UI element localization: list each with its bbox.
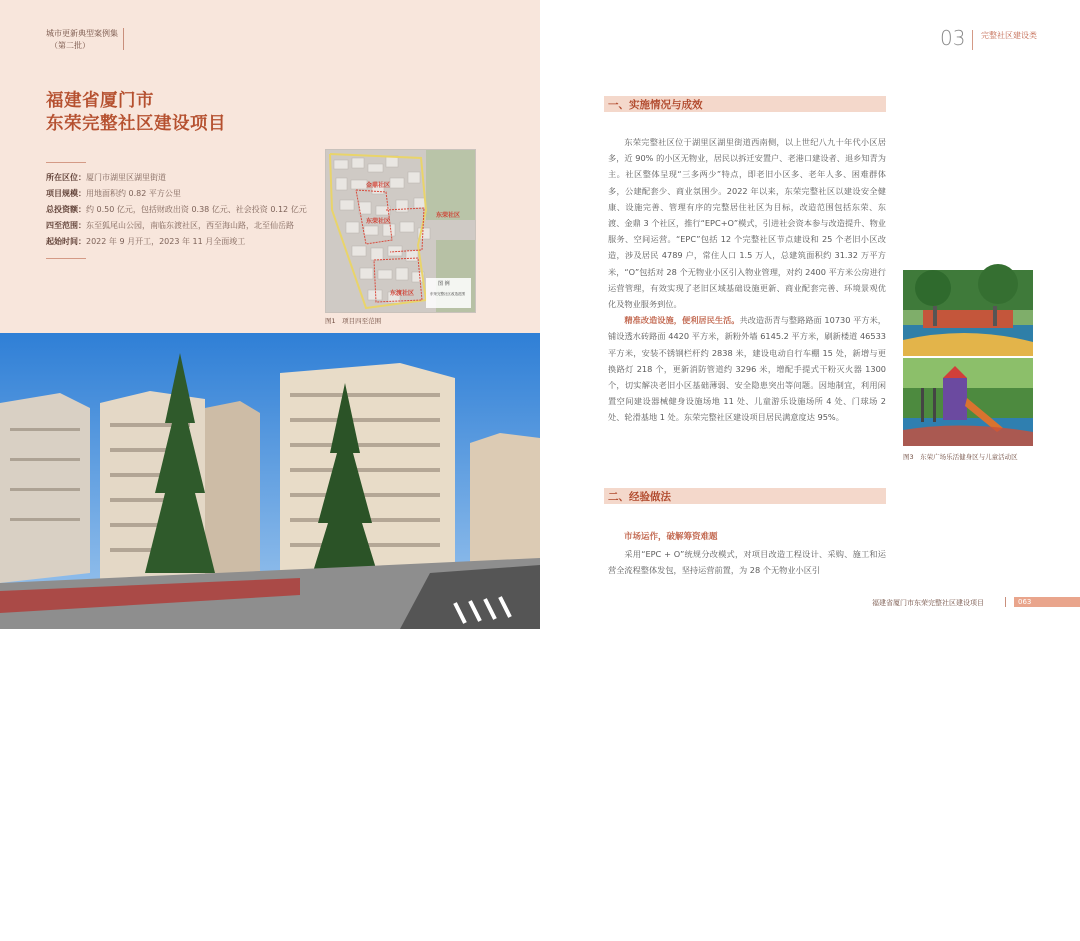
paragraph-market: 采用“EPC + O”统规分改模式，对项目改造工程设计、采购、施工和运营全流程整体发包，坚持运营前置，为 28 个无物业小区引 — [608, 549, 886, 576]
map-legend-title: 图 例 — [438, 281, 450, 287]
body-text-block — [608, 134, 886, 426]
project-title-line-1: 福建省厦门市 — [46, 91, 154, 111]
series-divider — [123, 28, 124, 50]
series-title — [46, 28, 118, 52]
fact-label: 起始时间： — [46, 237, 86, 246]
figure-1-caption: 图1 项目四至范围 — [325, 317, 382, 325]
fact-row — [46, 170, 308, 186]
figure-3-caption: 图3 东荣广场乐活健身区与儿童活动区 — [903, 453, 1018, 461]
fact-label: 总投资额： — [46, 205, 86, 214]
fitness-area-photo — [903, 270, 1033, 356]
paragraph-highlight: 精准改造设施，便利居民生活。 — [624, 315, 740, 326]
map-label-dongdu: 东渡社区 — [390, 290, 415, 297]
fact-row — [46, 186, 308, 202]
fitness-area-graphic — [903, 270, 1033, 356]
map-label-dongrong: 东荣社区 — [366, 218, 391, 225]
footer-divider — [1005, 597, 1006, 607]
subheading-market: 市场运作，破解筹资难题 — [624, 532, 718, 542]
section-heading-text: 二、经验做法 — [608, 491, 671, 503]
chapter-number: 03 — [940, 26, 966, 50]
children-area-graphic — [903, 358, 1033, 446]
page-number: 063 — [1014, 597, 1080, 607]
project-title-line-2: 东荣完整社区建设项目 — [46, 114, 226, 134]
left-page — [0, 0, 540, 940]
fact-value: 2022 年 9 月开工，2023 年 11 月全面竣工 — [86, 237, 246, 246]
fact-row — [46, 218, 308, 234]
fact-value: 约 0.50 亿元，包括财政出资 0.38 亿元、社会投资 0.12 亿元 — [86, 205, 307, 214]
section-heading-text: 一、实施情况与成效 — [608, 99, 703, 111]
section-heading-experience — [604, 488, 886, 504]
project-boundary-map — [325, 149, 476, 313]
map-label-jinding: 金鼎社区 — [366, 182, 391, 189]
community-photo — [0, 333, 540, 940]
fact-value: 厦门市湖里区湖里街道 — [86, 173, 166, 182]
project-title — [46, 90, 226, 136]
chapter-divider — [972, 30, 973, 50]
fact-label: 所在区位： — [46, 173, 86, 182]
community-photo-graphic — [0, 333, 540, 629]
fact-row — [46, 234, 308, 250]
series-line-1: 城市更新典型案例集 — [46, 29, 118, 38]
chapter-label: 完整社区建设类 — [981, 31, 1037, 40]
map-legend-item: 东荣完整社区改造范围 — [430, 292, 465, 296]
fact-row — [46, 202, 308, 218]
fact-value: 东至狐尾山公园，南临东渡社区，西至海山路，北至仙岳路 — [86, 221, 294, 230]
paragraph-facilities-text: 共改造沥青与整路路面 10730 平方米，铺设透水砖路面 4420 平方米，新粉外墙 6145.2 平方米，刷新楼道 46533 平方米，安装不锈钢栏杆约 2838 米，建设电动自行车棚 15 处，新增与更换路灯 218 个，更新消防管道约 3296 米，增配手提式干粉灭火器 1300 个，切实解决老旧小区基础薄弱、安全隐患突出等问题。因地制宜，利用闲置空间建设器械健身设施场地 11 处、儿童游乐设施场所 4 处、门球场 2 处、轮滑基地 1 处。东荣完整社区建设项目居民满意度达 95%。 — [608, 315, 886, 423]
paragraph-facilities — [608, 312, 886, 425]
fact-label: 四至范围： — [46, 221, 86, 230]
facts-top-rule — [46, 162, 86, 163]
footer-title: 福建省厦门市东荣完整社区建设项目 — [872, 599, 984, 607]
facts-bottom-rule — [46, 258, 86, 259]
children-area-photo — [903, 358, 1033, 446]
body-text-block-2 — [608, 546, 886, 578]
series-line-2: （第二批） — [50, 41, 90, 50]
paragraph-overview: 东荣完整社区位于湖里区湖里街道西南侧，以上世纪八九十年代小区居多，近 90% 的小区无物业，居民以拆迁安置户、老港口建设者、退乡知青为主。社区整体呈现“三多两少”特点，即老旧小区多、老年人多、困难群体多，公建配套少、商业氛围少。2022 年以来，东荣完整社区以建设安全健康、设施完善、管理有序的完整居住社区为目标，改造范围包括东荣、东渡、金鼎 3 个社区，推行“EPC+O”模式，引进社会资本参与改造提升、物业服务、空间运营。“EPC”包括 12 个完整社区节点建设和 25 个老旧小区改造，涉及居民 4789 户，常住人口 1.5 万人，总建筑面积约 31.32 万平方米，“O”包括对 28 个无物业小区引入物业管理，对约 2400 平方米公房进行运营管理，有效实现了老旧区域基础设施更新、商业配套完善、环境景观优化及物业服务到位。 — [608, 137, 886, 310]
section-heading-implementation — [604, 96, 886, 112]
map-label-dongrong-right: 东荣社区 — [436, 212, 461, 219]
figure-2-caption: 图2 东荣社区更新后实景 — [46, 932, 128, 940]
fact-label: 项目规模： — [46, 189, 86, 198]
project-facts — [46, 162, 308, 259]
fact-value: 用地面积约 0.82 平方公里 — [86, 189, 181, 198]
